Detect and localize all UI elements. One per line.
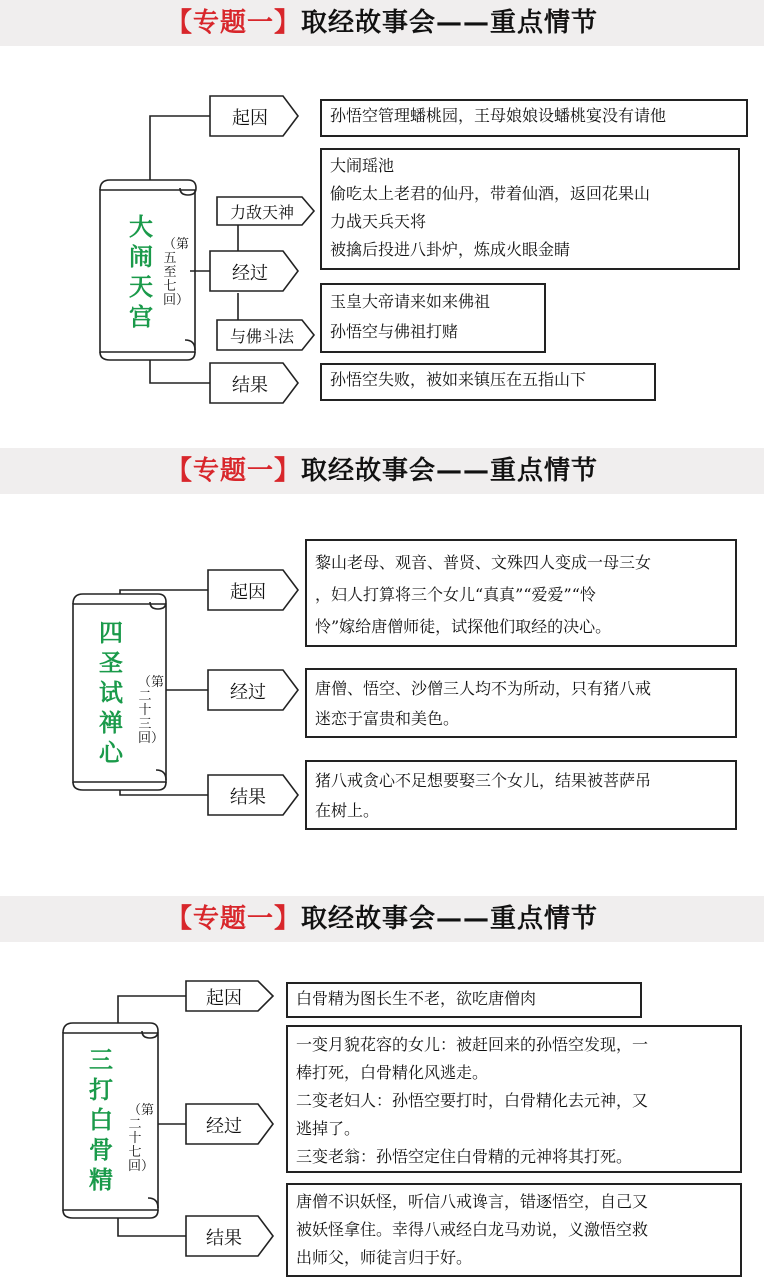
section1-sub2-line: 玉皇大帝请来如来佛祖	[330, 292, 491, 311]
section3-process-line: 一变月貌花容的女儿：被赶回来的孙悟空发现，一	[296, 1035, 649, 1054]
section1-result-label: 结果	[232, 375, 268, 396]
section2-scroll-subtitle: （第二十三回）	[138, 675, 165, 746]
section3-process-line: 三变老翁：孙悟空定住白骨精的元神将其打死。	[296, 1147, 633, 1166]
section2-result-box	[305, 760, 737, 830]
section1-sub2-label: 与佛斗法	[229, 327, 294, 346]
section1-sub1-line: 偷吃太上老君的仙丹，带着仙酒，返回花果山	[330, 184, 651, 203]
section3-header-tag: 【专题一】	[165, 904, 301, 934]
section3-result-line: 唐僧不识妖怪，听信八戒谗言，错逐悟空，自己又	[296, 1192, 649, 1211]
section1-result-box	[320, 363, 656, 401]
section2-header-tag: 【专题一】	[165, 456, 301, 486]
section2-cause-label: 起因	[230, 582, 266, 603]
section2-cause-box	[305, 539, 737, 647]
section1-sub1-line: 大闹瑶池	[330, 156, 395, 175]
section3-result-box	[286, 1183, 742, 1277]
section1-sub1-line: 力战天兵天将	[330, 212, 427, 231]
section1-cause-label: 起因	[232, 108, 268, 129]
section3-result-line: 被妖怪拿住。幸得八戒经白龙马劝说，义激悟空救	[296, 1220, 649, 1239]
section2-header-title: 取经故事会——重点情节	[301, 456, 599, 486]
section1-scroll-title: 大闹天宫	[129, 212, 153, 331]
section2-process-label: 经过	[230, 682, 266, 703]
section2-cause-line: ，妇人打算将三个女儿“真真”“爱爱”“怜	[315, 585, 596, 604]
section1-sub2-line: 孙悟空与佛祖打赌	[330, 322, 459, 341]
section3-process-line: 棒打死，白骨精化风逃走。	[296, 1063, 489, 1082]
section1-cause-box	[320, 99, 748, 137]
section2-result-line: 在树上。	[315, 801, 380, 820]
section1-sub1-line: 被擒后投进八卦炉，炼成火眼金睛	[330, 240, 571, 259]
section2-process-box	[305, 668, 737, 738]
section2-header	[0, 448, 764, 494]
section3-header-title: 取经故事会——重点情节	[301, 904, 599, 934]
section2-cause-line: 怜”嫁给唐僧师徒，试探他们取经的决心。	[315, 617, 612, 636]
section1-cause-line: 孙悟空管理蟠桃园，王母娘娘设蟠桃宴没有请他	[330, 106, 667, 125]
section3-result-label: 结果	[206, 1228, 242, 1249]
section1-scroll-subtitle: （第五至七回）	[163, 237, 190, 308]
section1-result-line: 孙悟空失败，被如来镇压在五指山下	[330, 370, 587, 389]
section3-cause-label: 起因	[206, 988, 242, 1009]
section3-header	[0, 896, 764, 942]
section1-sub1-label: 力敌天神	[229, 203, 294, 222]
section2-result-label: 结果	[230, 787, 266, 808]
section3-scroll-title: 三打白骨精	[89, 1045, 113, 1194]
section2-process-line: 唐僧、悟空、沙僧三人均不为所动，只有猪八戒	[315, 679, 652, 698]
section2-result-line: 猪八戒贪心不足想要娶三个女儿，结果被菩萨吊	[315, 771, 652, 790]
section1-header-title: 取经故事会——重点情节	[301, 8, 599, 38]
section3-process-box	[286, 1025, 742, 1173]
section1-sub1-box	[320, 148, 740, 270]
section3-cause-line: 白骨精为图长生不老，欲吃唐僧肉	[296, 989, 537, 1008]
section3-cause-box	[286, 982, 642, 1018]
section2-scroll-title: 四圣试禅心	[99, 618, 123, 767]
section3-process-line: 逃掉了。	[296, 1119, 361, 1138]
section1-process-label: 经过	[232, 263, 268, 284]
section3-scroll-subtitle: （第二十七回）	[128, 1103, 155, 1174]
section1-header-tag: 【专题一】	[165, 8, 301, 38]
section3-process-line: 二变老妇人：孙悟空要打时，白骨精化去元神，又	[296, 1091, 649, 1110]
section2-cause-line: 黎山老母、观音、普贤、文殊四人变成一母三女	[315, 553, 652, 572]
section3-process-label: 经过	[206, 1116, 242, 1137]
section1-sub2-box	[320, 283, 546, 353]
section2-process-line: 迷恋于富贵和美色。	[315, 709, 460, 728]
section3-result-line: 出师父，师徒言归于好。	[296, 1248, 473, 1267]
